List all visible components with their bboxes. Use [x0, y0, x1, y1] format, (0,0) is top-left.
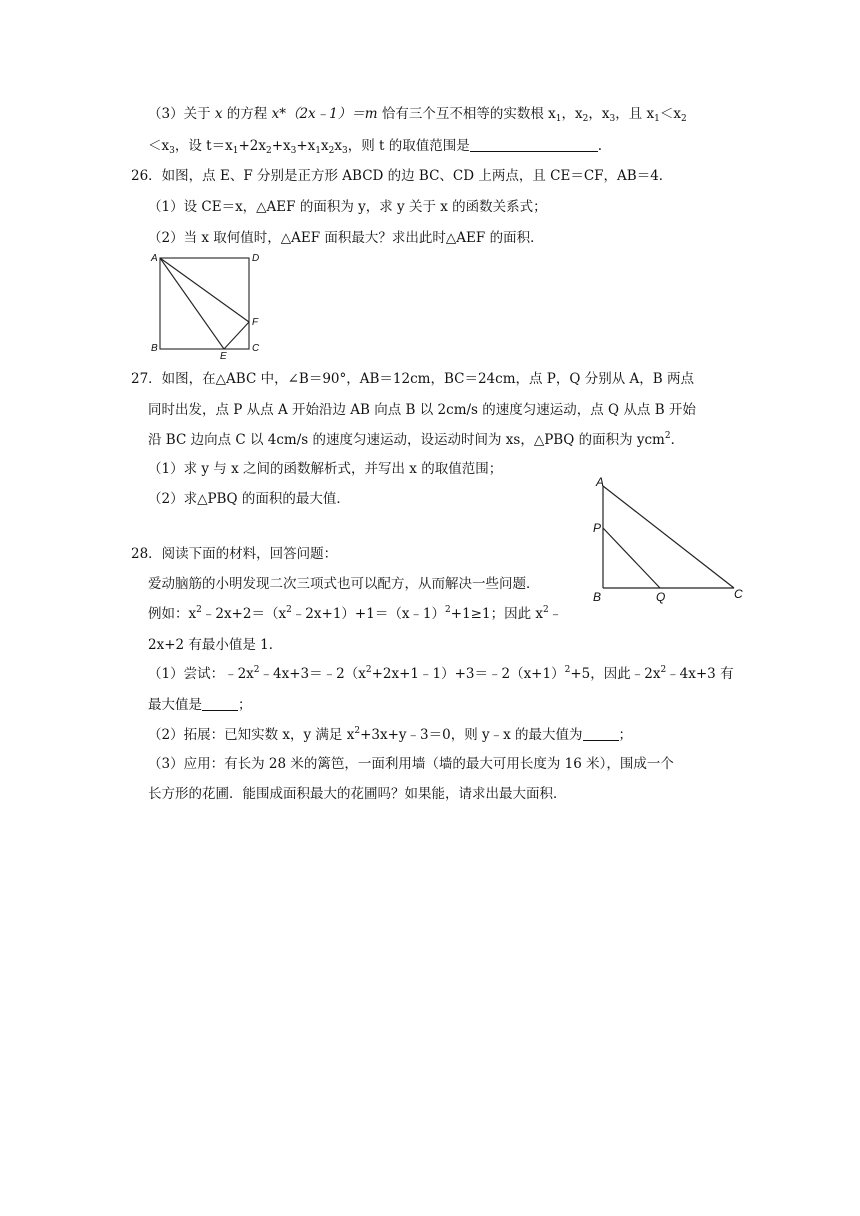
label-d: D	[252, 253, 260, 264]
text: ．	[670, 432, 685, 448]
text: 2	[196, 605, 202, 615]
text: 的方程	[222, 106, 272, 122]
q28-try-line1	[148, 665, 734, 682]
text: +x	[296, 138, 316, 154]
text: 2	[445, 605, 451, 615]
text: 2	[681, 114, 687, 124]
text: +5，因此﹣2x	[570, 666, 661, 682]
label-b: B	[593, 590, 602, 604]
text: 1	[315, 146, 322, 156]
q26-stem: 26．如图，点 E、F 分别是正方形 ABCD 的边 BC、CD 上两点，且 CE＝CF，AB＝4．	[131, 168, 673, 184]
text: .	[597, 138, 603, 154]
text: 2	[365, 665, 372, 675]
segment-ac	[603, 486, 734, 588]
text: ，且 x	[615, 106, 655, 122]
text: 3	[169, 146, 175, 156]
text: 2	[664, 431, 671, 441]
text: x	[321, 138, 329, 154]
text: （1）尝试：﹣2x	[148, 666, 254, 682]
text: ，x	[588, 106, 610, 122]
segment-ef	[224, 322, 249, 349]
q28-stem: 28．阅读下面的材料，回答问题：	[131, 546, 338, 562]
text: ；	[618, 727, 633, 743]
label-a: A	[596, 475, 605, 489]
text: 2	[660, 665, 667, 675]
q27-part1: （1）求 y 与 x 之间的函数解析式，并写出 x 的取值范围；	[148, 461, 503, 477]
text: 例如：x	[148, 606, 197, 622]
text: 2	[542, 605, 549, 615]
text: 1	[232, 146, 239, 156]
answer-blank[interactable]	[202, 698, 238, 711]
q28-example-line1	[148, 605, 563, 622]
segment-af	[160, 258, 249, 322]
text: +x	[271, 138, 291, 154]
text: ，设 t＝x	[174, 138, 233, 154]
q27-line2: 同时出发，点 P 从点 A 开始沿边 AB 向点 B 以 2cm/s 的速度匀速运动，点 Q 从点 B 开始	[148, 402, 696, 418]
text: 2	[328, 146, 335, 156]
text: +2x	[238, 138, 266, 154]
q28-expand	[148, 728, 632, 743]
answer-blank[interactable]	[583, 728, 619, 741]
label-f: F	[252, 317, 259, 328]
label-c: C	[734, 587, 743, 601]
label-b: B	[151, 343, 158, 354]
q28-try-line2	[148, 698, 252, 713]
text: （2）拓展：已知实数 x，y 满足 x	[148, 727, 355, 743]
text: 最大值是	[148, 697, 202, 713]
square-abcd	[160, 258, 249, 349]
q27-triangle-figure	[588, 472, 753, 607]
text: 3	[290, 146, 297, 156]
text: 2	[265, 146, 272, 156]
text: +1≥1；因此 x	[450, 606, 543, 622]
text: 2	[253, 665, 260, 675]
label-c: C	[252, 343, 260, 354]
q25-part3-line2	[148, 139, 602, 154]
label-a: A	[151, 253, 158, 264]
text: 2	[564, 665, 571, 675]
q27-line3	[148, 431, 685, 448]
q26-part2: （2）当 x 取何值时，△AEF 面积最大？求出此时△AEF 的面积．	[148, 230, 544, 246]
text: x	[214, 106, 223, 122]
text: 3	[609, 114, 616, 124]
text: ﹣	[548, 606, 563, 622]
text: 沿 BC 边向点 C 以 4cm/s 的速度匀速运动，设运动时间为 xs，△PBQ 的面积为 ycm	[148, 432, 665, 448]
text: 2	[286, 605, 292, 615]
text: 1	[555, 114, 562, 124]
text: ；	[238, 697, 252, 713]
q27-line1: 27．如图，在△ABC 中，∠B＝90°，AB＝12cm，BC＝24cm，点 P，Q 分别从 A，B 两点	[131, 371, 694, 387]
q25-part3-line1	[148, 108, 687, 122]
text: x*（2x﹣1）＝m	[271, 106, 378, 122]
answer-blank[interactable]	[470, 139, 598, 152]
q28-intro: 爱动脑筋的小明发现二次三项式也可以配方，从而解决一些问题．	[148, 576, 540, 592]
text: +2x+1﹣1）+3＝﹣2（x+1）	[371, 666, 565, 682]
q28-apply-line1: （3）应用：有长为 28 米的篱笆，一面利用墙（墙的最大可用长度为 16 米），围成一个	[148, 756, 674, 772]
q26-square-figure	[148, 250, 266, 360]
label-p: P	[593, 521, 602, 535]
text: 3	[342, 146, 348, 156]
text: ﹣2x+2＝（x	[201, 606, 287, 622]
text: 恰有三个互不相等的实数根 x	[377, 106, 556, 122]
text: +3x+y﹣3＝0，则 y﹣x 的最大值为	[360, 727, 583, 743]
q27-part2: （2）求△PBQ 的面积的最大值．	[148, 491, 350, 507]
label-e: E	[220, 351, 227, 360]
text: 1	[654, 114, 660, 124]
text: ﹣4x+3 有	[666, 666, 734, 682]
q28-apply-line2: 长方形的花圃．能围成面积最大的花圃吗？如果能，请求出最大面积．	[148, 786, 567, 802]
q28-example-line2: 2x+2 有最小值是 1．	[148, 637, 283, 653]
segment-pq	[603, 528, 660, 588]
text: ﹣2x+1）+1＝（x﹣1）	[291, 606, 446, 622]
text: ＜x	[148, 138, 170, 154]
segment-ae	[160, 258, 224, 349]
q26-part1: （1）设 CE＝x，△AEF 的面积为 y，求 y 关于 x 的函数关系式；	[148, 199, 547, 215]
text: ﹣4x+3＝﹣2（x	[259, 666, 366, 682]
text: ，则 t 的取值范围是	[347, 138, 470, 154]
text: ＜x	[659, 106, 681, 122]
label-q: Q	[656, 590, 666, 604]
text: x	[334, 138, 343, 154]
text: 2	[582, 114, 589, 124]
text: （3）关于	[148, 106, 215, 122]
text: ，x	[561, 106, 583, 122]
text: 2	[354, 726, 361, 736]
